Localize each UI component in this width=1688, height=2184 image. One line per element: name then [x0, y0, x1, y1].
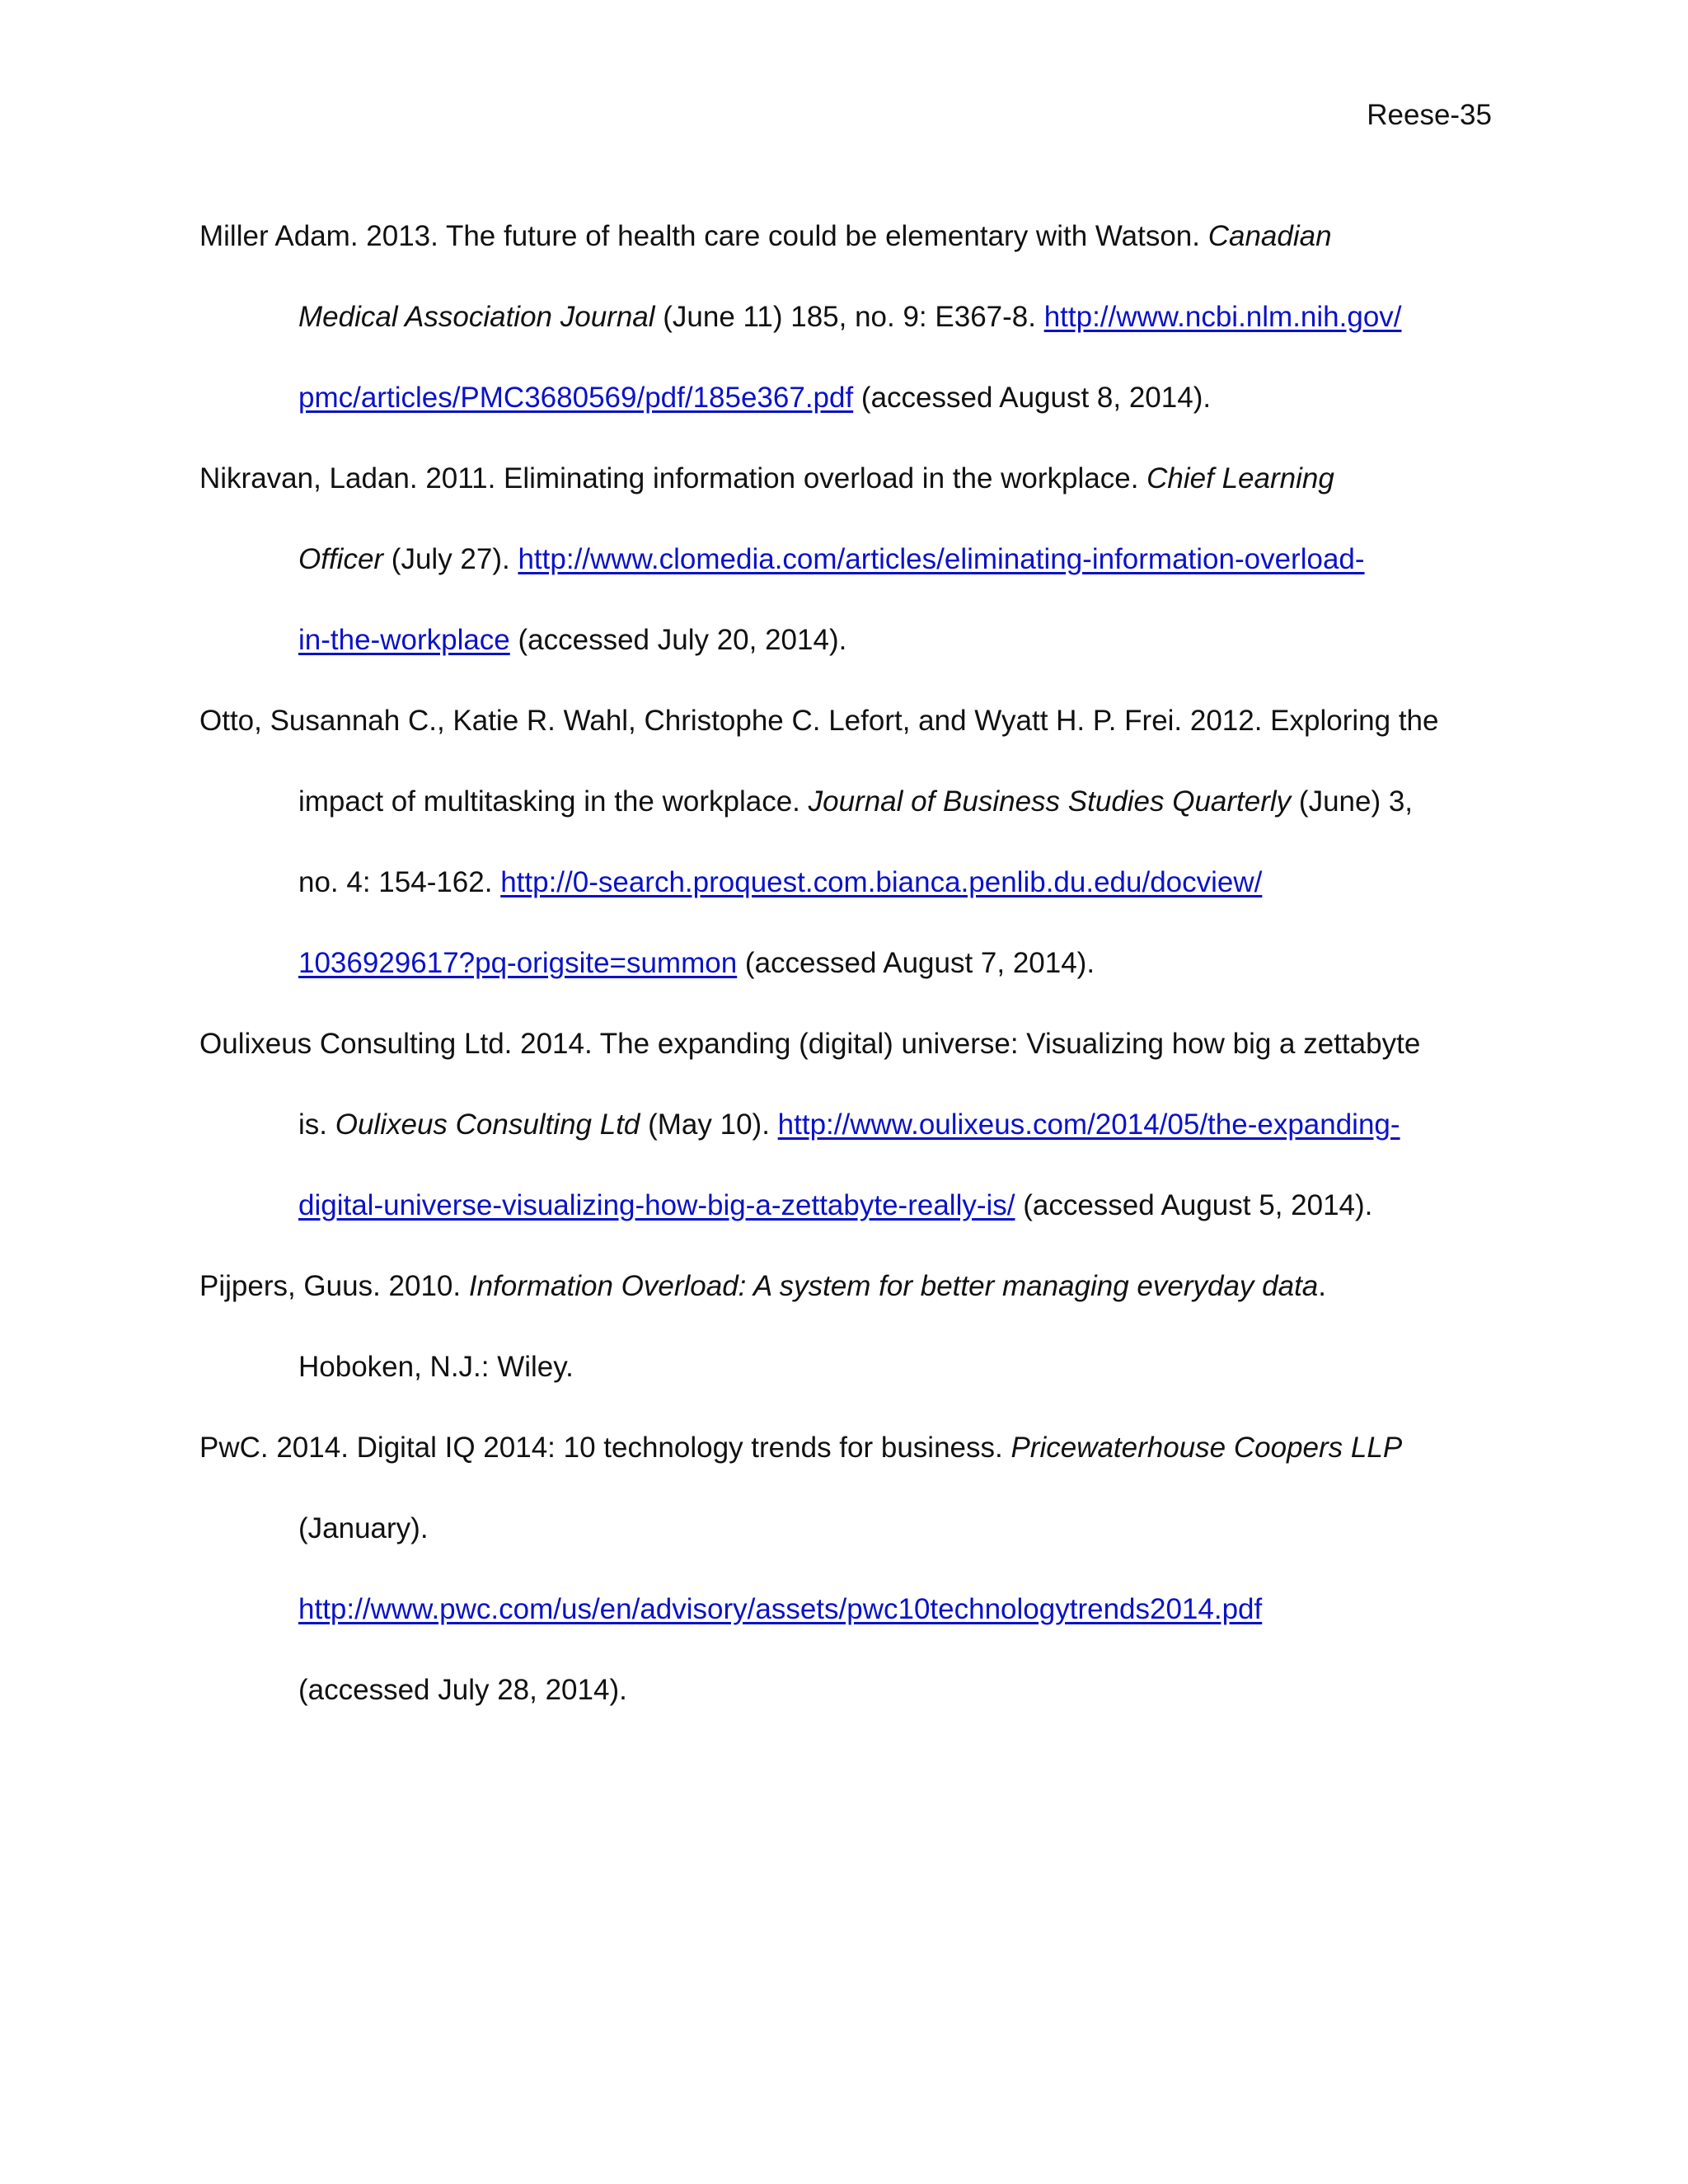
access-date: (accessed August 8, 2014).: [853, 382, 1212, 414]
access-date: (accessed August 7, 2014).: [737, 947, 1095, 979]
reference-line: [199, 600, 1502, 681]
reference-text: no. 4: 154-162.: [298, 866, 501, 898]
reference-line: [199, 196, 1502, 277]
reference-line: [199, 1327, 1502, 1408]
reference-line: [199, 1085, 1502, 1165]
journal-title: Medical Association Journal: [298, 301, 655, 333]
reference-link[interactable]: digital-universe-visualizing-how-big-a-zettabyte-really-is/: [298, 1189, 1015, 1221]
reference-line: [199, 1408, 1502, 1488]
reference-link[interactable]: 1036929617?pq-origsite=summon: [298, 947, 738, 979]
reference-link[interactable]: http://www.pwc.com/us/en/advisory/assets/pwc10technologytrends2014.pdf: [298, 1593, 1263, 1625]
reference-text: Oulixeus Consulting Ltd. 2014. The expanding (digital) universe: Visualizing how big a zettabyte: [199, 1028, 1421, 1060]
reference-text: PwC. 2014. Digital IQ 2014: 10 technology trends for business.: [199, 1432, 1011, 1464]
reference-text: Otto, Susannah C., Katie R. Wahl, Christophe C. Lefort, and Wyatt H. P. Frei. 2012. Exploring the: [199, 705, 1439, 737]
reference-link[interactable]: http://0-search.proquest.com.bianca.penlib.du.edu/docview/: [500, 866, 1263, 898]
reference-entry-miller: [199, 196, 1502, 438]
journal-title: Chief Learning: [1146, 462, 1334, 494]
reference-text: Hoboken, N.J.: Wiley.: [298, 1351, 574, 1383]
reference-line: [199, 681, 1502, 762]
reference-text: impact of multitasking in the workplace.: [298, 785, 809, 818]
reference-text: (July 27).: [383, 543, 518, 575]
reference-link[interactable]: http://www.ncbi.nlm.nih.gov/: [1043, 301, 1402, 333]
reference-text: (June 11) 185, no. 9: E367-8.: [654, 301, 1044, 333]
journal-title: Journal of Business Studies Quarterly: [808, 785, 1292, 818]
reference-text: is.: [298, 1108, 335, 1141]
reference-line: [199, 1165, 1502, 1246]
reference-link[interactable]: http://www.oulixeus.com/2014/05/the-expanding-: [777, 1108, 1400, 1141]
reference-line: [199, 1488, 1502, 1569]
page-number-label: Reese-35: [1367, 99, 1492, 131]
reference-entry-pwc: [199, 1408, 1502, 1731]
reference-line: [199, 1246, 1502, 1327]
reference-line: [199, 519, 1502, 600]
reference-line: [199, 358, 1502, 438]
book-title: Information Overload: A system for better managing everyday data: [468, 1270, 1319, 1302]
reference-text: .: [1318, 1270, 1326, 1302]
publisher-title: Pricewaterhouse Coopers LLP: [1010, 1432, 1403, 1464]
reference-text: Pijpers, Guus. 2010.: [199, 1270, 469, 1302]
reference-text: Miller Adam. 2013. The future of health care could be elementary with Watson.: [199, 220, 1208, 252]
reference-line: [199, 923, 1502, 1004]
reference-link[interactable]: in-the-workplace: [298, 624, 510, 656]
journal-title: Canadian: [1207, 220, 1332, 252]
reference-line: [199, 842, 1502, 923]
reference-text: (June) 3,: [1291, 785, 1414, 818]
reference-entry-oulixeus: [199, 1004, 1502, 1246]
journal-title: Officer: [298, 543, 384, 575]
access-date: (accessed July 20, 2014).: [509, 624, 847, 656]
reference-line: [199, 277, 1502, 358]
reference-entry-otto: [199, 681, 1502, 1004]
reference-entry-pijpers: [199, 1246, 1502, 1408]
reference-text: (January).: [298, 1512, 429, 1544]
reference-link[interactable]: pmc/articles/PMC3680569/pdf/185e367.pdf: [298, 382, 854, 414]
reference-text: (May 10).: [640, 1108, 778, 1141]
reference-link[interactable]: http://www.clomedia.com/articles/eliminating-information-overload-: [518, 543, 1365, 575]
reference-list: [199, 196, 1502, 1731]
reference-line: [199, 1004, 1502, 1085]
reference-line: [199, 762, 1502, 842]
reference-entry-nikravan: [199, 438, 1502, 681]
access-date: (accessed August 5, 2014).: [1015, 1189, 1373, 1221]
access-date: (accessed July 28, 2014).: [298, 1674, 627, 1706]
reference-line: [199, 1569, 1502, 1650]
journal-title: Oulixeus Consulting Ltd: [335, 1108, 640, 1141]
reference-line: [199, 438, 1502, 519]
reference-line: [199, 1650, 1502, 1731]
reference-text: Nikravan, Ladan. 2011. Eliminating information overload in the workplace.: [199, 462, 1147, 494]
